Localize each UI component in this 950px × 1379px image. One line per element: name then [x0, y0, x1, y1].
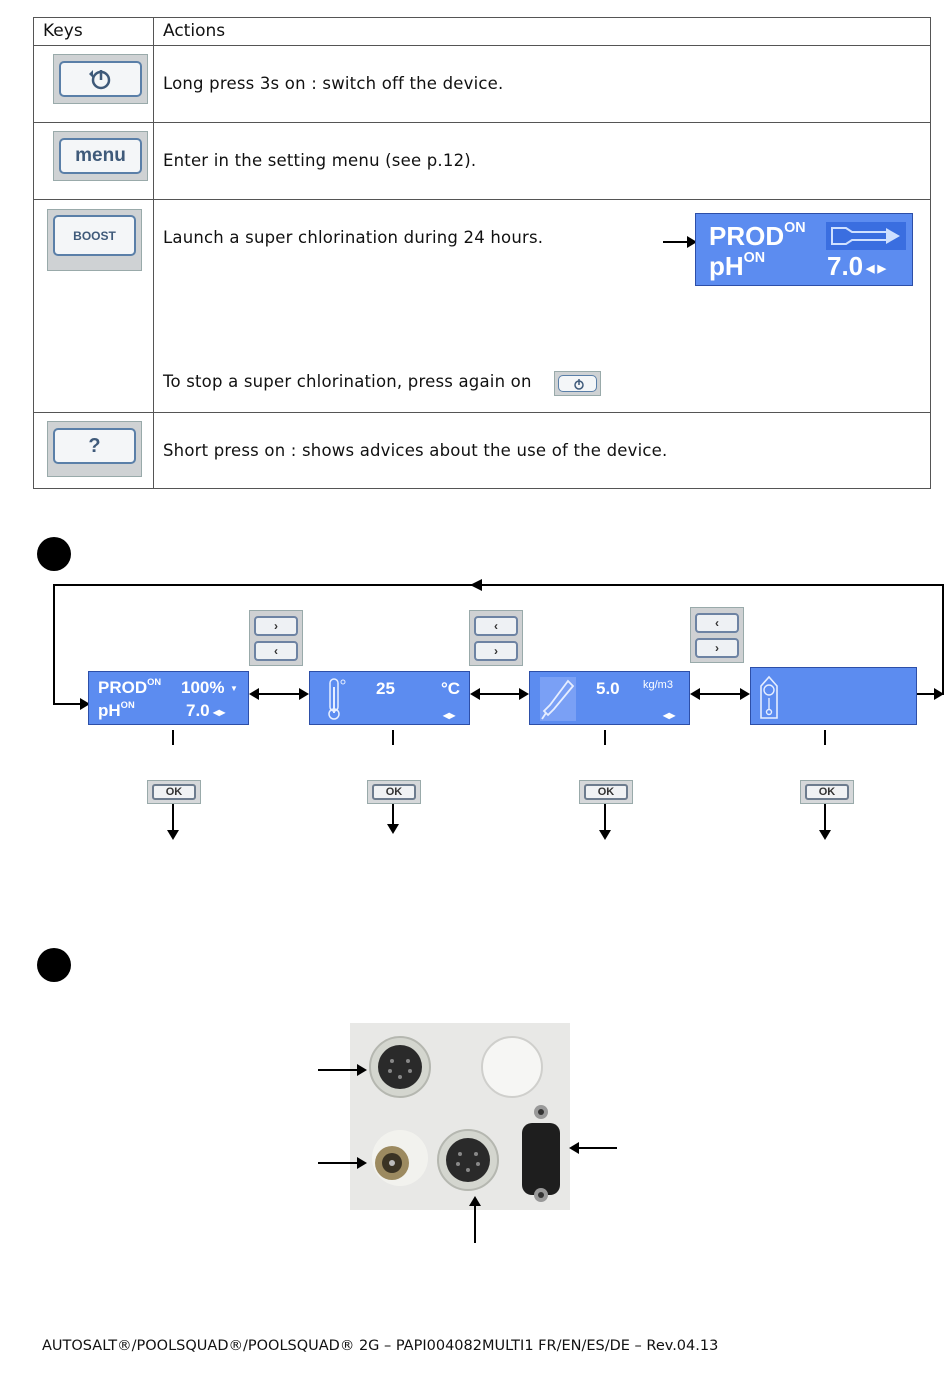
- power-icon: [59, 61, 142, 97]
- row-divider: [34, 412, 930, 413]
- arrow-down: [172, 804, 174, 832]
- ok-key-label: OK: [805, 784, 849, 800]
- left-arrow-key: ‹: [474, 616, 518, 636]
- lcd-arrows-icon: ◀ ▶: [866, 263, 886, 275]
- lcd-prod-value: 100%: [181, 678, 225, 697]
- power-icon: [558, 375, 597, 392]
- column-divider: [153, 18, 154, 488]
- right-arrow-key: ›: [695, 638, 739, 658]
- ok-key-label: OK: [372, 784, 416, 800]
- arrowhead-icon: [357, 1157, 367, 1169]
- lcd-arrows-icon: ◀▶: [663, 711, 676, 720]
- arrow-down: [824, 804, 826, 832]
- arrow-right: [318, 1162, 360, 1164]
- power-key-small-image: [554, 371, 601, 396]
- lcd-prod-label: $PROD^{ON}$: [709, 220, 806, 251]
- arrow-down: [604, 804, 606, 832]
- ok-key-image: [367, 780, 421, 804]
- loop-back-line: [53, 584, 944, 586]
- loop-back-line: [942, 584, 944, 695]
- arrowhead-icon: [519, 688, 529, 700]
- tick-mark: [824, 730, 826, 745]
- arrow-up: [474, 1204, 476, 1243]
- double-arrow: [256, 693, 302, 695]
- clock-icon: [756, 674, 782, 720]
- arrowhead-icon: [299, 688, 309, 700]
- thermometer-icon: [324, 677, 348, 721]
- boost-lcd-screen: [695, 213, 913, 286]
- power-key-image: [53, 54, 148, 104]
- action-menu: Enter in the setting menu (see p.12).: [163, 151, 477, 170]
- header-keys: Keys: [43, 21, 83, 41]
- arrowhead-icon: [690, 688, 700, 700]
- nav-keys-image: [690, 607, 744, 663]
- ok-key-image: [800, 780, 854, 804]
- boost-key-label: BOOST: [53, 215, 136, 256]
- boost-key-image: [47, 209, 142, 271]
- keys-actions-table: [33, 17, 931, 489]
- arrowhead-icon: [167, 830, 179, 840]
- header-actions: Actions: [163, 21, 226, 41]
- double-arrow: [697, 693, 743, 695]
- nav-keys-image: [469, 610, 523, 666]
- connectors-image: [350, 1023, 570, 1210]
- nav-keys-image: [249, 610, 303, 666]
- menu-key-image: [53, 131, 148, 181]
- salt-unit: kg/m3: [643, 679, 673, 691]
- lcd-screen-salt: [529, 671, 690, 725]
- lcd-arrows-icon: ◀▶: [443, 711, 456, 720]
- row-divider: [34, 45, 930, 46]
- lcd-prod-label: $PROD^{ON}$: [98, 677, 162, 697]
- arrowhead-icon: [934, 688, 944, 700]
- help-key-image: [47, 421, 142, 477]
- left-arrow-key: ‹: [695, 613, 739, 633]
- arrowhead-icon: [469, 1196, 481, 1206]
- lcd-ph-label: $pH^{ON}$: [709, 250, 766, 281]
- temperature-unit: °C: [441, 679, 461, 698]
- lcd-screen-temperature: [309, 671, 470, 725]
- lcd-arrows-icon: ◀▶: [213, 708, 226, 717]
- help-key-label: ?: [53, 428, 136, 464]
- salt-value: 5.0: [596, 679, 620, 698]
- page-footer: AUTOSALT®/POOLSQUAD®/POOLSQUAD® 2G – PAPI004082MULTI1 FR/EN/ES/DE – Rev.04.13: [42, 1338, 719, 1354]
- action-switch-off: Long press 3s on : switch off the device.: [163, 74, 504, 93]
- ok-key-label: OK: [584, 784, 628, 800]
- lcd-ph-value: 7.0: [186, 701, 210, 720]
- loop-back-line: [53, 703, 83, 705]
- loop-back-line: [53, 584, 55, 705]
- lcd-screen-prod: [88, 671, 249, 725]
- row-divider: [34, 122, 930, 123]
- right-arrow-key: ›: [474, 641, 518, 661]
- ok-key-image: [147, 780, 201, 804]
- arrow-right: [318, 1069, 360, 1071]
- arrow-down: [392, 804, 394, 826]
- double-arrow: [477, 693, 522, 695]
- action-help: Short press on : shows advices about the use of the device.: [163, 441, 668, 460]
- row-divider: [34, 199, 930, 200]
- arrowhead-icon: [819, 830, 831, 840]
- salt-probe-icon: [540, 677, 576, 721]
- tick-mark: [392, 730, 394, 745]
- tick-mark: [604, 730, 606, 745]
- section-bullet: [37, 537, 71, 571]
- ok-key-label: OK: [152, 784, 196, 800]
- tick-mark: [172, 730, 174, 745]
- arrow-left: [577, 1147, 617, 1149]
- arrowhead-icon: [249, 688, 259, 700]
- lcd-screen-clock: [750, 667, 917, 725]
- action-stop-boost: To stop a super chlorination, press again on: [163, 372, 532, 391]
- arrowhead-icon: [357, 1064, 367, 1076]
- arrowhead-icon: [387, 824, 399, 834]
- lcd-ph-value: 7.0: [827, 251, 864, 281]
- left-arrow-key: ‹: [254, 641, 298, 661]
- ok-key-image: [579, 780, 633, 804]
- section-bullet: [37, 948, 71, 982]
- right-arrow-key: ›: [254, 616, 298, 636]
- down-arrow-icon: ▼: [230, 684, 238, 693]
- menu-key-label: menu: [59, 138, 142, 174]
- arrowhead-icon: [599, 830, 611, 840]
- connectors-photo: [350, 1023, 570, 1210]
- arrowhead-icon: [740, 688, 750, 700]
- arrowhead-icon: [569, 1142, 579, 1154]
- boost-pump-icon: [826, 222, 906, 250]
- temperature-value: 25: [376, 679, 395, 698]
- arrowhead-icon: [470, 688, 480, 700]
- arrowhead-icon: [470, 579, 482, 591]
- action-boost: Launch a super chlorination during 24 hours.: [163, 228, 544, 247]
- lcd-ph-label: $pH^{ON}$: [98, 700, 135, 720]
